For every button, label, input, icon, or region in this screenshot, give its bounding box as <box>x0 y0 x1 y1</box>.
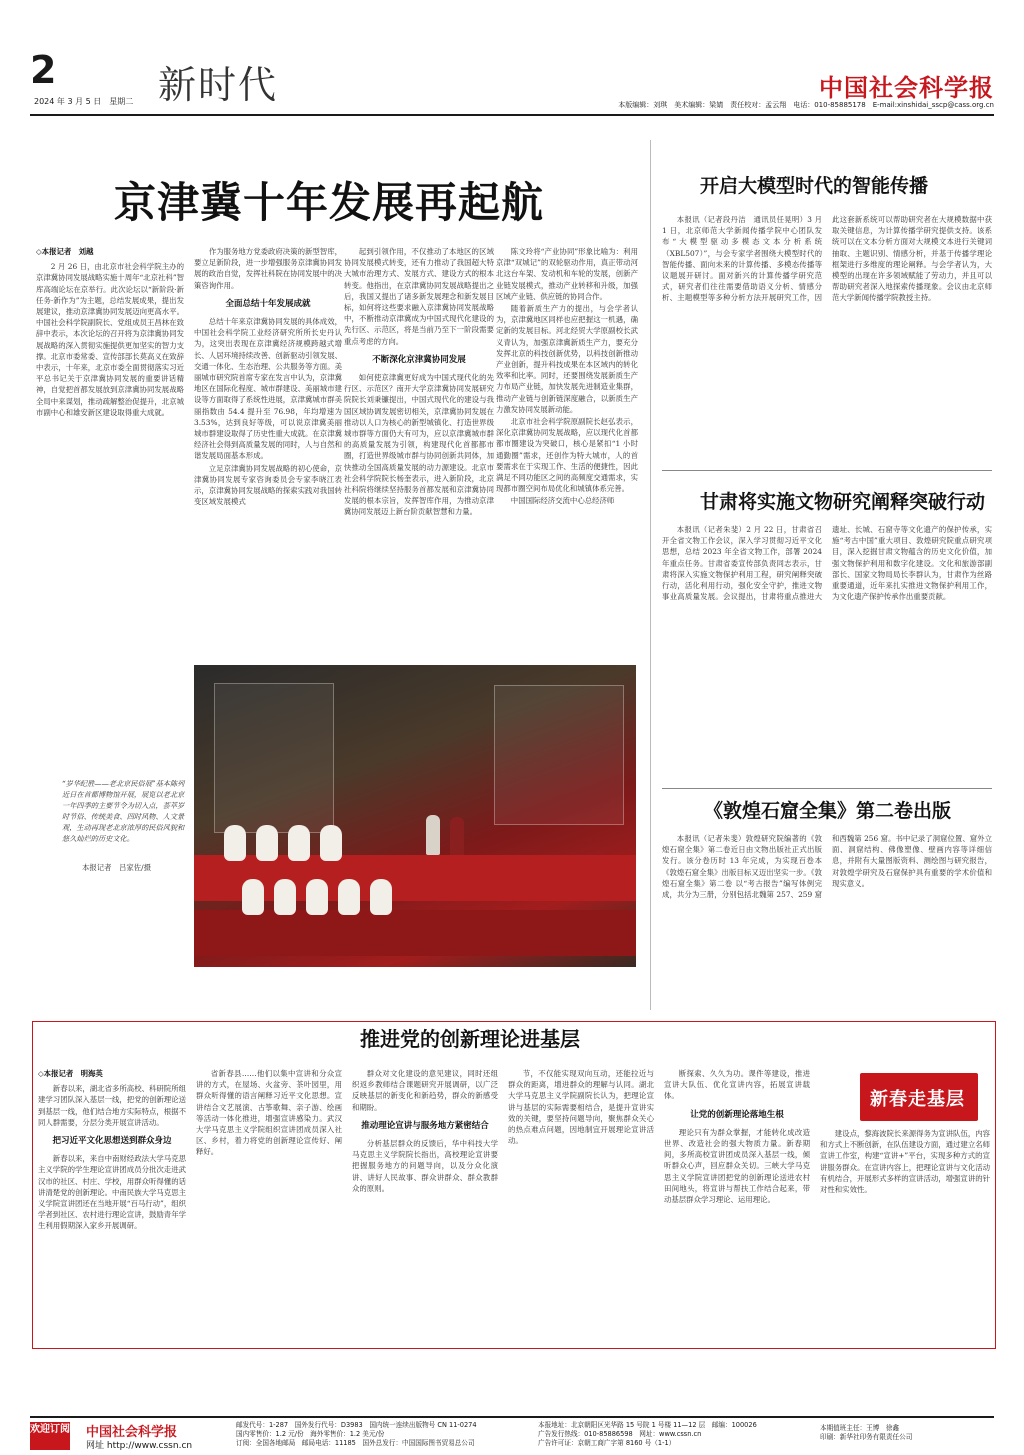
photo-credit: 本报记者 吕家佐/摄 <box>82 863 152 872</box>
photo-caption: “岁华纪胜——老北京民俗展”基本陈列近日在首都博物馆开展，展览以老北京一年四季的主要节令为切入点，荟萃岁时节俗、传统美食、四时风物、人文景观，生动再现老北京浓厚的民俗风貌和悠久灿烂的历史文化。 <box>62 779 185 843</box>
lead-paragraph: 2 月 26 日，由北京市社会科学院主办的京津冀协同发展战略实施十周年“北京社科”智库高端论坛在京举行。此次论坛以“新阶段·新任务·新作为”为主题，总结发展成果，提出发展建议，推动京津冀协同发展迈向更高水平。中国社会科学院副院长、党组成员王昌林在致辞中表示，本次论坛的召开将为京津冀协同发展战略的深入贯彻实施提供更加坚实的智力支撑。北京市委常委、宣传部部长莫高义在致辞中表示，十年来，北京市委全面贯彻落实习近平总书记关于京津冀协同发展的重要讲话精神，自觉把首都发展放到京津冀协同发展战略全局中来谋划，推动疏解整治促提升，北京城市副中心和雄安新区建设取得重大成就。 <box>36 262 184 417</box>
issue-date: 2024 年 3 月 5 日 星期二 <box>34 97 134 106</box>
bottom-paragraph: 新春以来，湖北省多所高校、科研院所组建学习团队深入基层一线，把党的创新理论送到基层一线，他们结合地方实际特点，根据不同人群需要，分层分类开展宣讲活动。 <box>38 1084 186 1127</box>
lead-paragraph: 陈文玲将“产业协同”形象比喻为：利用京津“双城记”的双轮驱动作用，真正带动河北这台车架、发动机和车轮的发展，创新产业链发展模式，推动产业转移和升级，加强区域产业链、供应链的协同合作。 <box>496 247 638 301</box>
bottom-subhead: 推动理论宣讲与服务地方紧密结合 <box>361 1120 489 1131</box>
publication-info <box>236 1421 526 1448</box>
footer-url: 网址 http://www.cssn.cn <box>86 1441 193 1451</box>
side2-paragraph: 本报讯（记者朱斐）2 月 22 日，甘肃省召开全省文物工作会议，深入学习贯彻习近平文化思想，总结 2023 年全省文物工作，部署 2024 年重点任务。甘肃省委宣传部负责同志表示，甘肃将深入实施文物保护利用工程，研究阐释突破行动，活化利用行动，强化安全守护，推进文物事业高质量发展。会议提出，甘肃将重点推进大遗址、长城、石窟寺等文化遗产的保护传承，实施“考古中国”重大项目、敦煌研究院重点研究项目，深入挖掘甘肃文物蕴含的历史文化价值，加强文物保护利用和数字化建设。文化和旅游部副部长、国家文物局局长李群认为，甘肃作为丝路重要通道，近年来扎实推进文物保护利用工作，为文化遗产保护传承作出重要贡献。 <box>662 525 992 602</box>
lead-byline: ◇本报记者 刘越 <box>36 247 94 256</box>
exhibition-photo <box>194 665 636 967</box>
section-divider <box>662 470 992 471</box>
footer-logo: 中国社会科学报 <box>86 1425 178 1440</box>
bottom-byline: ◇本报记者 明海英 <box>38 1069 103 1078</box>
section-title: 新时代 <box>158 63 279 107</box>
info-line: 广告许可证：京朝工商广字第 8160 号（1-1） <box>538 1439 676 1447</box>
masthead-rule <box>30 114 994 116</box>
lead-paragraph: 北京市社会科学院原副院长赵弘表示，深化京津冀协同发展战略，应以现代化首都都市圈建设为突破口，核心是紧扣“1 小时通勤圈”需求，还创作为特大城市，人的首要需求在于实现工作、生活的便捷性，因此满足不同功能区之间的高频度交通需求，实现都市圈空间布局优化和城镇体系完善。 <box>496 417 638 494</box>
side2-headline: 甘肃将实施文物研究阐释突破行动 <box>700 491 986 513</box>
rabbit-figurine <box>288 825 310 861</box>
side3-body <box>662 833 992 1013</box>
display-case <box>494 685 624 825</box>
lead-paragraph: 如何使京津冀更好成为中国式现代化的先行区、示范区？南开大学京津冀协同发展研究院院长刘秉镰提出，中国式现代化的建设与我国区域协调发展密切相关，京津冀协同发展在推动以人口为核心的新型城镇化、打造世界级城市群等方面仍大有可为，应以京津冀城市群的高质量发展为引领，构建现代化首都都市圈，打造世界级城市群与协同创新共同体，加快推动全国高质量发展的动力源建设。北京市社会科学院院长杨奎表示，进入新阶段，北京社科院将继续坚持服务首都发展和京津冀协同发展的根本宗旨，发挥智库作用，为推动京津冀协同发展迈上新台阶贡献智慧和力量。 <box>344 373 494 517</box>
lead-column-3 <box>344 246 494 666</box>
side1-headline: 开启大模型时代的智能传播 <box>700 175 929 197</box>
info-line: 印刷：新华社印务有限责任公司 <box>820 1433 913 1441</box>
section-divider <box>662 788 992 789</box>
bottom-column-3 <box>352 1068 498 1343</box>
bottom-paragraph: 理论只有为群众掌握，才能转化成改造世界、改造社会的强大物质力量。新春期间，多所高校宣讲团成员深入基层一线，倾听群众心声，回应群众关切。三峡大学马克思主义学院宣讲团把党的创新理论送进农村田间地头，将宣讲与帮扶工作结合起来，带动基层群众学习理论、运用理论。 <box>664 1127 810 1205</box>
lead-column-1 <box>36 246 184 666</box>
page-footer <box>30 1416 994 1452</box>
bottom-paragraph: 新春以来，来自中南财经政法大学马克思主义学院的学生理论宣讲团成员分批次走进武汉市的社区、村庄、学校，用群众听得懂的话讲清楚党的创新理论。中南民族大学马克思主义学院宣讲团还在当地开展“百马行动”，组织学者到社区、农村进行理论宣讲，鼓励青年学生利用假期深入家乡开展调研。 <box>38 1154 186 1231</box>
info-line: 订阅：全国各地邮局 邮局电话：11185 国外总发行：中国国际图书贸易总公司 <box>236 1439 475 1447</box>
lead-paragraph: 立足京津冀协同发展战略的初心使命，京津冀协同发展专家咨询委员会专家李晓江表示，京津冀协同发展战略的探索实践对我国转变区域发展模式 <box>194 463 342 507</box>
lead-column-4 <box>496 246 638 666</box>
bottom-column-1 <box>38 1068 186 1343</box>
bottom-paragraph: 省新春县……他们以集中宣讲和分众宣讲的方式，在屋场、火盆旁、茶叶园里，用群众听得懂的语言阐释习近平文化思想。宣讲结合文艺展演、古筝歌舞、亲子游、绘画等活动一体化推进，增强宣讲感染力。武汉大学马克思主义学院组织宣讲团成员深入社区、乡村，着力将党的创新理论宣传好、阐释好。 <box>196 1069 342 1157</box>
address-info <box>538 1421 808 1448</box>
editor-credits: 本版编辑：刘琪 美术编辑：梁婧 责任校对：孟云翔 电话：010-85885178 E-mail:xinshidai_sscp@cass.org.cn <box>618 101 994 109</box>
info-line: 国内零售价：1.2 元/份 海外零售价：1.2 美元/份 <box>236 1430 385 1438</box>
bottom-paragraph: 群众对文化建设的意见建议，同时还组织返乡教师结合课题研究开展调研，以广泛反映基层的新变化和新趋势，群众的新感受和期盼。 <box>352 1069 498 1112</box>
lead-paragraph: 作为服务地方党委政府决策的新型智库，要立足新阶段，进一步增强服务京津冀协同发展的政治自觉，发挥社科院在协同发展中的决策咨询作用。 <box>194 247 342 290</box>
lead-paragraph: 随着新质生产力的提出，与会学者认为，京津冀地区同样也应把握这一机遇，确定新的发展目标。河北经贸大学原副校长武义青认为，加强京津冀新质生产力，要充分发挥北京的科技创新优势，以科技创新推动产业创新，提升科技成果在本区域内的转化效率和比率。同时，还要围绕发展新质生产力布局产业链，加快发展先进制造业集群，推动产业链与创新链深度融合，以新质生产力激发协同发展新动能。 <box>496 304 638 414</box>
new-spring-banner <box>860 1073 978 1121</box>
rabbit-figurine <box>274 879 296 915</box>
bottom-column-5 <box>664 1068 810 1343</box>
bottom-paragraph: 节，不仅能实现双向互动，还能拉近与群众的距离，增进群众的理解与认同。湖北大学马克思主义学院副院长认为，把理论宣讲与基层的实际需要相结合，是提升宣讲实效的关键，要坚持问题导向，聚焦群众关心的热点难点问题，因地制宜开展理论宣讲活动。 <box>508 1069 654 1146</box>
side1-body <box>662 214 992 464</box>
info-line: 本期值班主任：王博 徐鑫 <box>820 1424 900 1432</box>
bottom-column-2 <box>196 1068 342 1343</box>
info-line: 本报地址：北京朝阳区光华路 15 号院 1 号楼 11—12 层 邮编：100026 <box>538 1421 757 1429</box>
visitor-figure <box>450 817 464 857</box>
info-line: 广告发行热线：010-85886598 网址：www.cssn.cn <box>538 1430 702 1438</box>
column-divider <box>650 140 651 1010</box>
bottom-subhead: 让党的创新理论落地生根 <box>690 1109 784 1120</box>
paper-logo: 中国社会科学报 <box>819 73 994 102</box>
bottom-paragraph: 分析基层群众的反馈后，华中科技大学马克思主义学院院长指出，高校理论宣讲要把握服务地方的问题导向，以及分众化演讲、讲好人民故事、群众讲群众、群众教群众的原则。 <box>352 1139 498 1193</box>
rabbit-figurine <box>306 879 328 915</box>
bottom-subhead: 把习近平文化思想送到群众身边 <box>52 1136 172 1147</box>
side3-paragraph: 本报讯（记者朱斐）敦煌研究院编著的《敦煌石窟全集》第二卷近日由文物出版社正式出版发行。该分卷历时 13 年完成，为实现百卷本《敦煌石窟全集》出版目标又迈出坚实一步。《敦煌石窟全集》第二卷 以“考古报告”编写体例完成，共分为三册，分别包括北魏第 257、259 窟和西魏第 256 窟。书中记录了洞窟位置、窟外立面、洞窟结构、佛像塑像、壁画内容等详细信息，并附有大量图版资料、测绘图与研究报告，对敦煌学研究及石窟保护具有重要的学术价值和现实意义。 <box>662 834 992 900</box>
info-line: 邮发代号：1-287 国外发行代号：D3983 国内统一连续出版物号 CN 11-0274 <box>236 1421 477 1429</box>
banner-text: 新春走基层 <box>870 1089 965 1110</box>
masthead <box>30 48 994 114</box>
subscribe-badge: 欢迎订阅 <box>30 1422 70 1450</box>
rabbit-figurine <box>242 879 264 915</box>
rabbit-figurine <box>370 879 392 915</box>
lead-subhead: 不断深化京津冀协同发展 <box>372 354 466 365</box>
rabbit-figurine <box>320 825 342 861</box>
bottom-column-4 <box>508 1068 654 1343</box>
side3-headline: 《敦煌石窟全集》第二卷出版 <box>704 800 952 822</box>
bottom-headline: 推进党的创新理论进基层 <box>360 1027 580 1051</box>
red-display-shelf <box>194 910 636 956</box>
visitor-figure <box>426 815 440 855</box>
bottom-column-6 <box>820 1128 990 1343</box>
lead-paragraph: 中国国际经济交流中心总经济师 <box>510 496 615 506</box>
lead-subhead: 全面总结十年发展成就 <box>225 298 311 309</box>
bottom-paragraph: 断探索、久久为功。课件等建设，推进宣讲大队伍、优化宣讲内容，拓展宣讲载体。 <box>664 1069 810 1101</box>
lead-column-2 <box>194 246 342 666</box>
printer-info <box>820 1424 994 1442</box>
rabbit-figurine <box>256 825 278 861</box>
rabbit-figurine <box>338 879 360 915</box>
lead-paragraph: 起到引领作用，不仅推动了本地区的区域协同发展模式转变，还有力推动了我国超大特大城市治理方式、发展方式、建设方式的根本转变。他指出，在京津冀协同发展战略提出之后，我国又提出了诸多新发展理念和新发展目标，如何将这些要求融入京津冀协同发展战略中，不断推动京津冀成为中国式现代化建设的先行区、示范区，将是当前乃至下一阶段需要重点考虑的方向。 <box>344 247 494 346</box>
lead-paragraph: 总结十年来京津冀协同发展的具体成效，中国社会科学院工业经济研究所所长史丹认为，这突出表现在京津冀经济规模跨越式增长、人居环境持续改善、创新驱动引领发展、交通一体化、生态治理、公共服务等方面。美丽城市研究院首席专家在发言中认为，京津冀地区在国际化程度、城市群建设、美丽城市建设等方面取得了系统性进展，京津冀城市群美丽指数由 54.4 提升至 76.98，年均增速为 3.53%，达到良好等级，可以说京津冀美丽城市群建设取得了历史性重大成就。在京津冀经济社会得到高质量发展的同时，人与自然和谐发展局面基本形成。 <box>194 317 342 461</box>
bottom-paragraph: 建设点，黎海波院长来源得务为宣讲队伍，内容和方式上不断创新，在队伍建设方面，通过建立名师宣讲工作室，构建“宣讲+”平台，实现多种方式的宣讲服务群众。在宣讲内容上，把理论宣讲与文化活动有机结合，开展形式多样的宣讲活动，增强宣讲的针对性和实效性。 <box>820 1129 990 1195</box>
side2-body <box>662 524 992 780</box>
side1-paragraph: 本报讯（记者段丹洁 通讯员任晃明）3 月 1 日，北京师范大学新闻传播学院中心团队发布“大模型驱动多模态文本分析系统（XBL507）”，与会专家学者围绕大模型时代的智能传播、面向未来的计算传播、多模态传播等议题展开研讨。面对新兴的计算传播学研究范式，研究者们往往需要借助语义分析、情感分析、主题模型等多种分析方法开展研究工作，因此这套新系统可以帮助研究者在大规模数据中获取关键信息，为计算传播学研究提供支持。该系统可以在文本分析方面对大规模文本进行关键词抽取、主题识别、情感分析，并基于传播学理论框架进行多维度的理论阐释。与会学者认为，大模型的出现在许多领域赋能了劳动力，并且可以帮助研究者深入地探索传播现象。会议由北京师范大学新闻传播学院教授主持。 <box>662 215 992 303</box>
display-case <box>214 683 334 833</box>
rabbit-figurine <box>224 825 246 861</box>
lead-headline: 京津冀十年发展再起航 <box>114 178 545 227</box>
page-number: 2 <box>30 48 57 92</box>
